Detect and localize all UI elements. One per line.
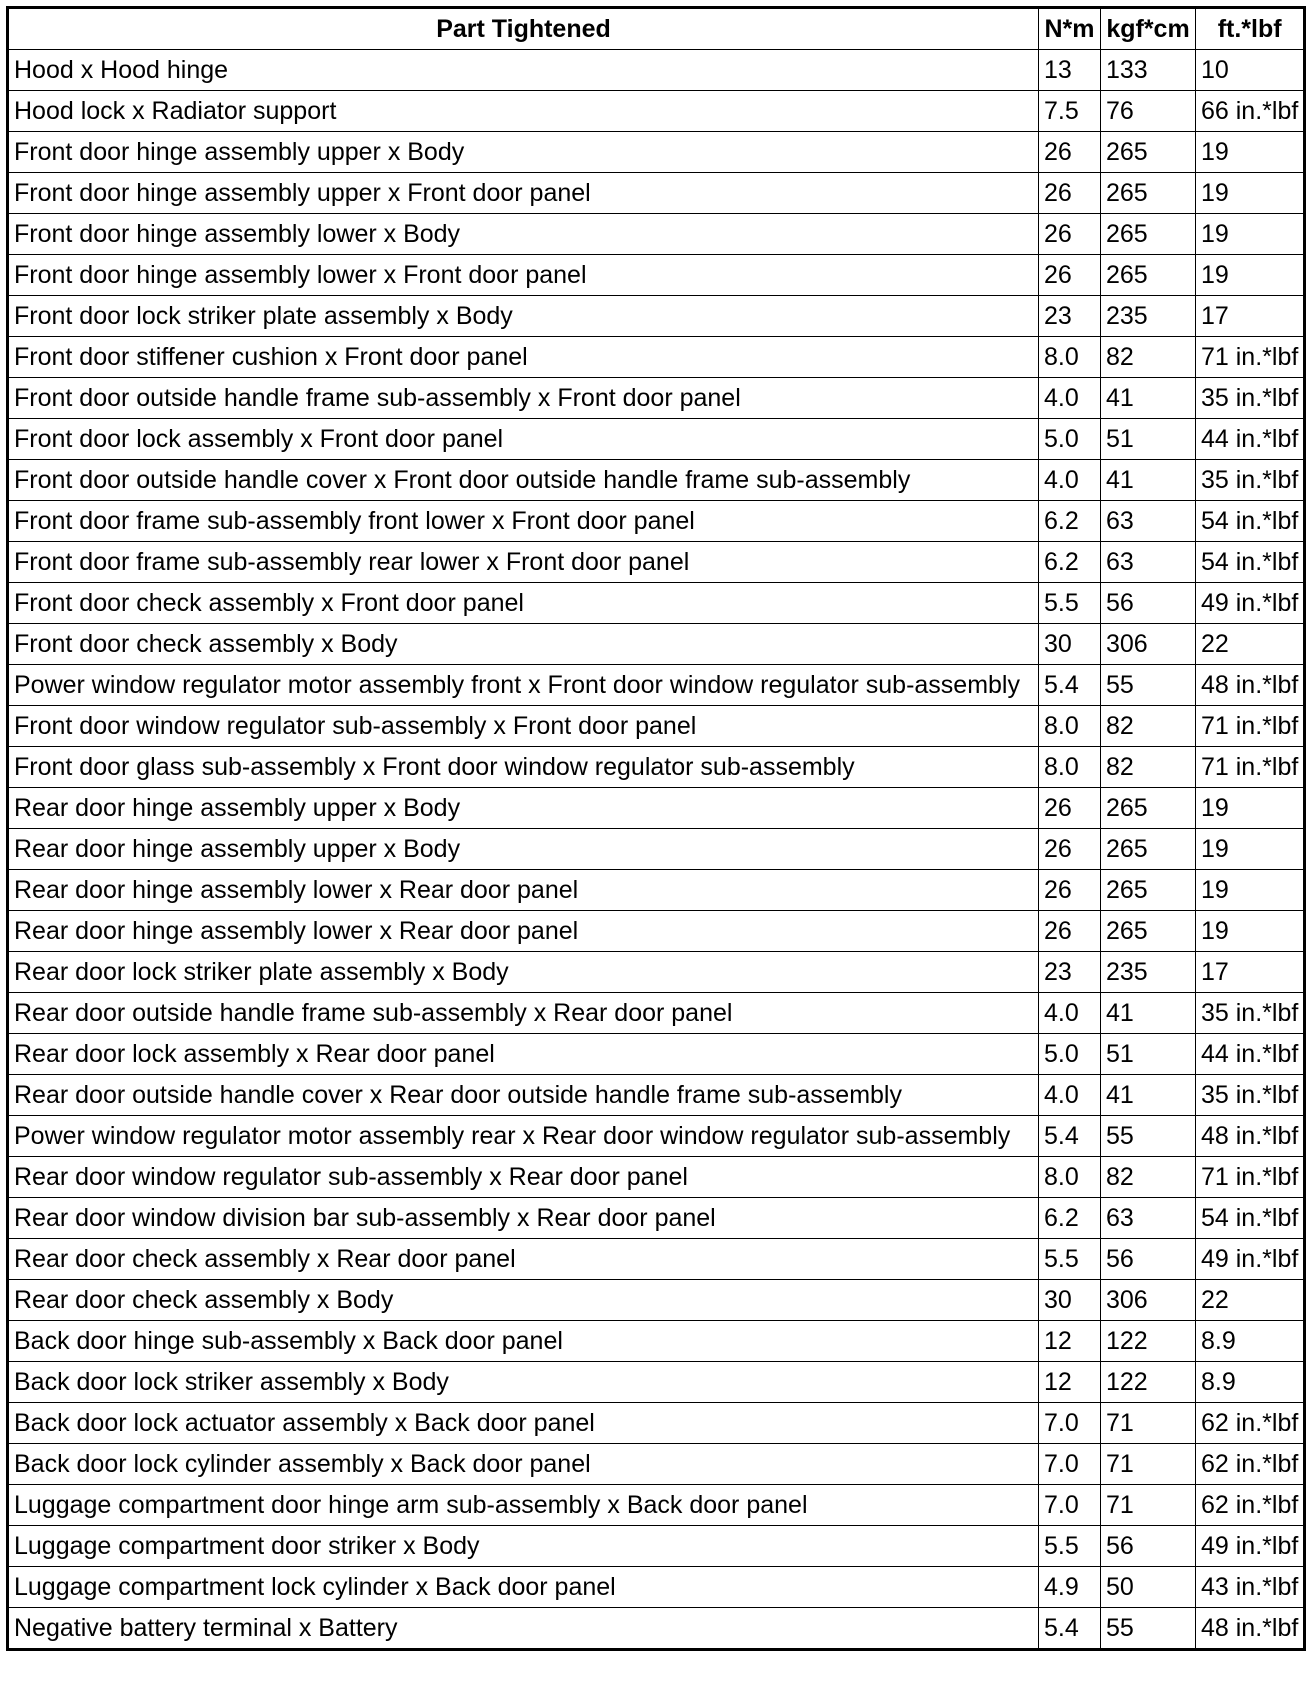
kgf-cm-cell: 265: [1101, 870, 1196, 911]
part-tightened-cell: Rear door lock assembly x Rear door panel: [8, 1034, 1039, 1075]
part-tightened-cell: Front door outside handle cover x Front door outside handle frame sub-assembly: [8, 460, 1039, 501]
newton-meter-cell: 12: [1039, 1362, 1101, 1403]
newton-meter-cell: 26: [1039, 911, 1101, 952]
kgf-cm-cell: 265: [1101, 214, 1196, 255]
table-row: [8, 1362, 1305, 1403]
ft-lbf-cell: 35 in.*lbf: [1196, 460, 1305, 501]
part-tightened-cell: Rear door outside handle frame sub-assembly x Rear door panel: [8, 993, 1039, 1034]
header-part-tightened: Part Tightened: [8, 8, 1039, 50]
kgf-cm-cell: 76: [1101, 91, 1196, 132]
part-tightened-cell: Rear door lock striker plate assembly x Body: [8, 952, 1039, 993]
kgf-cm-cell: 265: [1101, 255, 1196, 296]
newton-meter-cell: 23: [1039, 952, 1101, 993]
part-tightened-cell: Front door hinge assembly lower x Front door panel: [8, 255, 1039, 296]
ft-lbf-cell: 22: [1196, 624, 1305, 665]
table-body: [8, 50, 1305, 1650]
part-tightened-cell: Rear door hinge assembly upper x Body: [8, 788, 1039, 829]
newton-meter-cell: 26: [1039, 788, 1101, 829]
table-row: [8, 1444, 1305, 1485]
part-tightened-cell: Hood x Hood hinge: [8, 50, 1039, 91]
table-row: [8, 952, 1305, 993]
ft-lbf-cell: 49 in.*lbf: [1196, 583, 1305, 624]
ft-lbf-cell: 48 in.*lbf: [1196, 665, 1305, 706]
ft-lbf-cell: 54 in.*lbf: [1196, 501, 1305, 542]
table-row: [8, 1034, 1305, 1075]
ft-lbf-cell: 66 in.*lbf: [1196, 91, 1305, 132]
table-row: [8, 1403, 1305, 1444]
part-tightened-cell: Rear door hinge assembly lower x Rear door panel: [8, 911, 1039, 952]
kgf-cm-cell: 63: [1101, 1198, 1196, 1239]
table-row: [8, 50, 1305, 91]
kgf-cm-cell: 265: [1101, 173, 1196, 214]
ft-lbf-cell: 19: [1196, 788, 1305, 829]
part-tightened-cell: Front door outside handle frame sub-assembly x Front door panel: [8, 378, 1039, 419]
table-row: [8, 91, 1305, 132]
part-tightened-cell: Power window regulator motor assembly front x Front door window regulator sub-assembly: [8, 665, 1039, 706]
ft-lbf-cell: 8.9: [1196, 1362, 1305, 1403]
newton-meter-cell: 26: [1039, 214, 1101, 255]
newton-meter-cell: 4.0: [1039, 1075, 1101, 1116]
kgf-cm-cell: 82: [1101, 1157, 1196, 1198]
ft-lbf-cell: 71 in.*lbf: [1196, 706, 1305, 747]
table-row: [8, 993, 1305, 1034]
newton-meter-cell: 7.0: [1039, 1485, 1101, 1526]
ft-lbf-cell: 19: [1196, 870, 1305, 911]
table-row: [8, 747, 1305, 788]
part-tightened-cell: Luggage compartment lock cylinder x Back door panel: [8, 1567, 1039, 1608]
newton-meter-cell: 4.0: [1039, 378, 1101, 419]
kgf-cm-cell: 55: [1101, 665, 1196, 706]
part-tightened-cell: Front door lock assembly x Front door panel: [8, 419, 1039, 460]
ft-lbf-cell: 35 in.*lbf: [1196, 993, 1305, 1034]
ft-lbf-cell: 62 in.*lbf: [1196, 1485, 1305, 1526]
ft-lbf-cell: 17: [1196, 952, 1305, 993]
kgf-cm-cell: 41: [1101, 993, 1196, 1034]
kgf-cm-cell: 51: [1101, 1034, 1196, 1075]
part-tightened-cell: Rear door window division bar sub-assembly x Rear door panel: [8, 1198, 1039, 1239]
part-tightened-cell: Luggage compartment door hinge arm sub-assembly x Back door panel: [8, 1485, 1039, 1526]
newton-meter-cell: 4.9: [1039, 1567, 1101, 1608]
newton-meter-cell: 30: [1039, 624, 1101, 665]
header-newton-meter: N*m: [1039, 8, 1101, 50]
table-row: [8, 1485, 1305, 1526]
part-tightened-cell: Luggage compartment door striker x Body: [8, 1526, 1039, 1567]
ft-lbf-cell: 43 in.*lbf: [1196, 1567, 1305, 1608]
kgf-cm-cell: 41: [1101, 378, 1196, 419]
ft-lbf-cell: 44 in.*lbf: [1196, 1034, 1305, 1075]
ft-lbf-cell: 19: [1196, 214, 1305, 255]
table-row: [8, 296, 1305, 337]
part-tightened-cell: Rear door outside handle cover x Rear door outside handle frame sub-assembly: [8, 1075, 1039, 1116]
table-row: [8, 378, 1305, 419]
kgf-cm-cell: 306: [1101, 624, 1196, 665]
ft-lbf-cell: 19: [1196, 132, 1305, 173]
ft-lbf-cell: 54 in.*lbf: [1196, 542, 1305, 583]
newton-meter-cell: 5.5: [1039, 1239, 1101, 1280]
kgf-cm-cell: 71: [1101, 1403, 1196, 1444]
table-row: [8, 132, 1305, 173]
kgf-cm-cell: 56: [1101, 1239, 1196, 1280]
newton-meter-cell: 6.2: [1039, 1198, 1101, 1239]
newton-meter-cell: 8.0: [1039, 706, 1101, 747]
part-tightened-cell: Front door hinge assembly upper x Body: [8, 132, 1039, 173]
table-row: [8, 1116, 1305, 1157]
table-row: [8, 1608, 1305, 1650]
kgf-cm-cell: 63: [1101, 501, 1196, 542]
part-tightened-cell: Front door hinge assembly upper x Front door panel: [8, 173, 1039, 214]
part-tightened-cell: Back door hinge sub-assembly x Back door panel: [8, 1321, 1039, 1362]
ft-lbf-cell: 49 in.*lbf: [1196, 1239, 1305, 1280]
ft-lbf-cell: 35 in.*lbf: [1196, 1075, 1305, 1116]
kgf-cm-cell: 122: [1101, 1321, 1196, 1362]
newton-meter-cell: 5.5: [1039, 1526, 1101, 1567]
kgf-cm-cell: 306: [1101, 1280, 1196, 1321]
newton-meter-cell: 5.0: [1039, 419, 1101, 460]
newton-meter-cell: 26: [1039, 132, 1101, 173]
kgf-cm-cell: 82: [1101, 747, 1196, 788]
torque-spec-table-container: [6, 6, 1306, 1651]
part-tightened-cell: Back door lock cylinder assembly x Back door panel: [8, 1444, 1039, 1485]
ft-lbf-cell: 44 in.*lbf: [1196, 419, 1305, 460]
ft-lbf-cell: 71 in.*lbf: [1196, 1157, 1305, 1198]
header-ft-lbf: ft.*lbf: [1196, 8, 1305, 50]
kgf-cm-cell: 55: [1101, 1116, 1196, 1157]
part-tightened-cell: Power window regulator motor assembly rear x Rear door window regulator sub-assembly: [8, 1116, 1039, 1157]
kgf-cm-cell: 265: [1101, 132, 1196, 173]
ft-lbf-cell: 62 in.*lbf: [1196, 1403, 1305, 1444]
ft-lbf-cell: 10: [1196, 50, 1305, 91]
part-tightened-cell: Rear door hinge assembly lower x Rear door panel: [8, 870, 1039, 911]
newton-meter-cell: 23: [1039, 296, 1101, 337]
ft-lbf-cell: 8.9: [1196, 1321, 1305, 1362]
table-row: [8, 214, 1305, 255]
table-row: [8, 1280, 1305, 1321]
part-tightened-cell: Rear door hinge assembly upper x Body: [8, 829, 1039, 870]
ft-lbf-cell: 71 in.*lbf: [1196, 337, 1305, 378]
kgf-cm-cell: 71: [1101, 1444, 1196, 1485]
kgf-cm-cell: 265: [1101, 788, 1196, 829]
table-row: [8, 255, 1305, 296]
newton-meter-cell: 4.0: [1039, 993, 1101, 1034]
part-tightened-cell: Hood lock x Radiator support: [8, 91, 1039, 132]
part-tightened-cell: Rear door check assembly x Body: [8, 1280, 1039, 1321]
newton-meter-cell: 6.2: [1039, 542, 1101, 583]
table-row: [8, 1198, 1305, 1239]
kgf-cm-cell: 235: [1101, 952, 1196, 993]
table-header: [8, 8, 1305, 50]
newton-meter-cell: 8.0: [1039, 337, 1101, 378]
part-tightened-cell: Front door stiffener cushion x Front door panel: [8, 337, 1039, 378]
ft-lbf-cell: 71 in.*lbf: [1196, 747, 1305, 788]
kgf-cm-cell: 265: [1101, 829, 1196, 870]
ft-lbf-cell: 48 in.*lbf: [1196, 1608, 1305, 1650]
newton-meter-cell: 26: [1039, 870, 1101, 911]
kgf-cm-cell: 82: [1101, 337, 1196, 378]
table-row: [8, 1157, 1305, 1198]
table-row: [8, 542, 1305, 583]
kgf-cm-cell: 55: [1101, 1608, 1196, 1650]
ft-lbf-cell: 19: [1196, 255, 1305, 296]
ft-lbf-cell: 19: [1196, 911, 1305, 952]
table-row: [8, 419, 1305, 460]
newton-meter-cell: 26: [1039, 173, 1101, 214]
table-row: [8, 788, 1305, 829]
kgf-cm-cell: 41: [1101, 1075, 1196, 1116]
newton-meter-cell: 5.4: [1039, 1116, 1101, 1157]
table-row: [8, 583, 1305, 624]
newton-meter-cell: 6.2: [1039, 501, 1101, 542]
ft-lbf-cell: 17: [1196, 296, 1305, 337]
table-row: [8, 624, 1305, 665]
ft-lbf-cell: 62 in.*lbf: [1196, 1444, 1305, 1485]
kgf-cm-cell: 51: [1101, 419, 1196, 460]
newton-meter-cell: 12: [1039, 1321, 1101, 1362]
kgf-cm-cell: 63: [1101, 542, 1196, 583]
kgf-cm-cell: 56: [1101, 1526, 1196, 1567]
part-tightened-cell: Front door window regulator sub-assembly x Front door panel: [8, 706, 1039, 747]
table-row: [8, 911, 1305, 952]
part-tightened-cell: Front door lock striker plate assembly x Body: [8, 296, 1039, 337]
ft-lbf-cell: 48 in.*lbf: [1196, 1116, 1305, 1157]
header-kgf-cm: kgf*cm: [1101, 8, 1196, 50]
part-tightened-cell: Rear door check assembly x Rear door panel: [8, 1239, 1039, 1280]
ft-lbf-cell: 22: [1196, 1280, 1305, 1321]
ft-lbf-cell: 54 in.*lbf: [1196, 1198, 1305, 1239]
part-tightened-cell: Back door lock striker assembly x Body: [8, 1362, 1039, 1403]
kgf-cm-cell: 71: [1101, 1485, 1196, 1526]
part-tightened-cell: Front door frame sub-assembly front lower x Front door panel: [8, 501, 1039, 542]
part-tightened-cell: Back door lock actuator assembly x Back door panel: [8, 1403, 1039, 1444]
table-row: [8, 1567, 1305, 1608]
newton-meter-cell: 13: [1039, 50, 1101, 91]
kgf-cm-cell: 41: [1101, 460, 1196, 501]
kgf-cm-cell: 122: [1101, 1362, 1196, 1403]
newton-meter-cell: 5.0: [1039, 1034, 1101, 1075]
ft-lbf-cell: 19: [1196, 173, 1305, 214]
part-tightened-cell: Front door glass sub-assembly x Front door window regulator sub-assembly: [8, 747, 1039, 788]
kgf-cm-cell: 235: [1101, 296, 1196, 337]
part-tightened-cell: Negative battery terminal x Battery: [8, 1608, 1039, 1650]
ft-lbf-cell: 49 in.*lbf: [1196, 1526, 1305, 1567]
newton-meter-cell: 30: [1039, 1280, 1101, 1321]
table-row: [8, 665, 1305, 706]
table-row: [8, 1321, 1305, 1362]
table-row: [8, 1239, 1305, 1280]
table-row: [8, 829, 1305, 870]
newton-meter-cell: 7.0: [1039, 1403, 1101, 1444]
kgf-cm-cell: 82: [1101, 706, 1196, 747]
table-row: [8, 173, 1305, 214]
table-row: [8, 460, 1305, 501]
kgf-cm-cell: 265: [1101, 911, 1196, 952]
table-row: [8, 1526, 1305, 1567]
newton-meter-cell: 26: [1039, 255, 1101, 296]
table-row: [8, 870, 1305, 911]
newton-meter-cell: 5.4: [1039, 1608, 1101, 1650]
newton-meter-cell: 8.0: [1039, 747, 1101, 788]
newton-meter-cell: 5.5: [1039, 583, 1101, 624]
part-tightened-cell: Front door check assembly x Front door panel: [8, 583, 1039, 624]
kgf-cm-cell: 50: [1101, 1567, 1196, 1608]
newton-meter-cell: 7.5: [1039, 91, 1101, 132]
ft-lbf-cell: 35 in.*lbf: [1196, 378, 1305, 419]
kgf-cm-cell: 133: [1101, 50, 1196, 91]
table-row: [8, 1075, 1305, 1116]
newton-meter-cell: 8.0: [1039, 1157, 1101, 1198]
kgf-cm-cell: 56: [1101, 583, 1196, 624]
header-row: [8, 8, 1305, 50]
newton-meter-cell: 7.0: [1039, 1444, 1101, 1485]
newton-meter-cell: 4.0: [1039, 460, 1101, 501]
newton-meter-cell: 5.4: [1039, 665, 1101, 706]
table-row: [8, 706, 1305, 747]
ft-lbf-cell: 19: [1196, 829, 1305, 870]
part-tightened-cell: Front door check assembly x Body: [8, 624, 1039, 665]
table-row: [8, 337, 1305, 378]
torque-spec-table: [6, 6, 1306, 1651]
part-tightened-cell: Front door hinge assembly lower x Body: [8, 214, 1039, 255]
newton-meter-cell: 26: [1039, 829, 1101, 870]
part-tightened-cell: Rear door window regulator sub-assembly x Rear door panel: [8, 1157, 1039, 1198]
table-row: [8, 501, 1305, 542]
part-tightened-cell: Front door frame sub-assembly rear lower x Front door panel: [8, 542, 1039, 583]
